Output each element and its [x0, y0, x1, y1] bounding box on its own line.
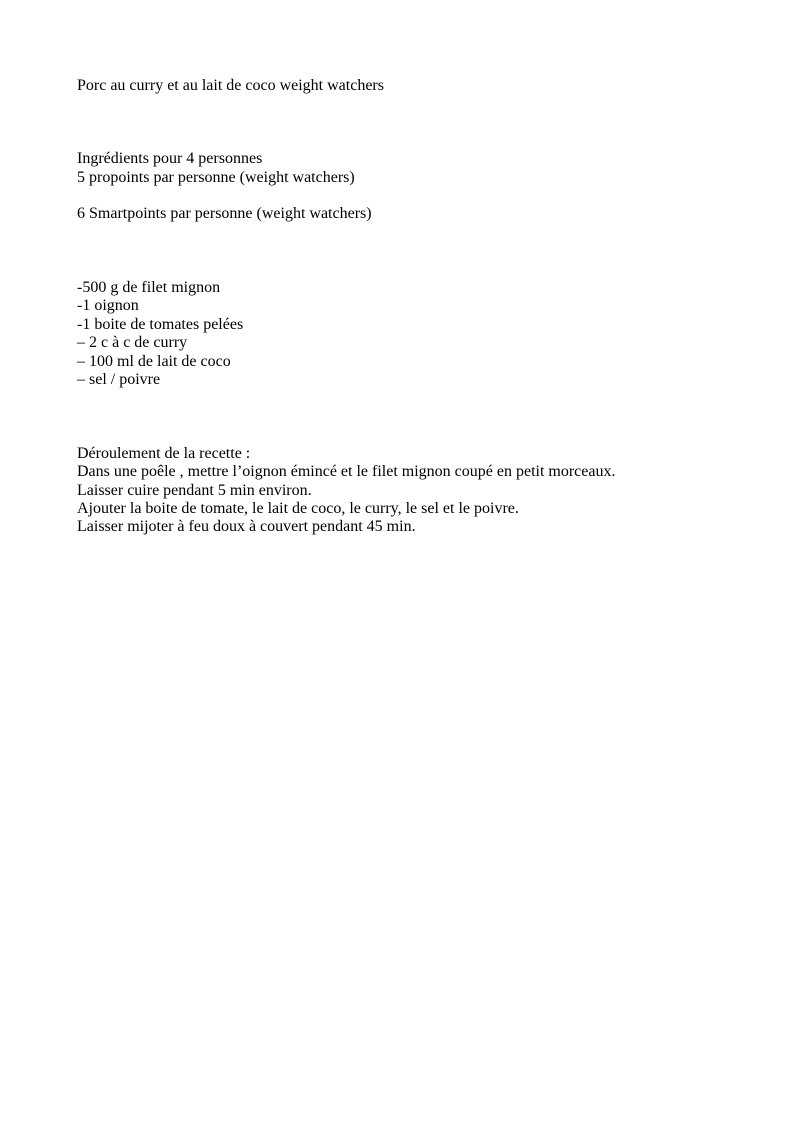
ingredient-item: -1 boite de tomates pelées	[77, 316, 244, 333]
smartpoints-line: 6 Smartpoints par personne (weight watchers)	[77, 205, 372, 222]
ingredient-item: -500 g de filet mignon	[77, 279, 221, 296]
ingredient-item: – 2 c à c de curry	[77, 334, 188, 351]
step-item: Dans une poêle , mettre l’oignon émincé et le filet mignon coupé en petit morceaux.	[77, 463, 616, 480]
step-item: Ajouter la boite de tomate, le lait de coco, le curry, le sel et le poivre.	[77, 500, 519, 517]
step-item: Laisser cuire pendant 5 min environ.	[77, 482, 312, 499]
ingredient-item: – 100 ml de lait de coco	[77, 353, 231, 370]
servings-line: Ingrédients pour 4 personnes	[77, 150, 263, 167]
ingredient-item: – sel / poivre	[77, 371, 161, 388]
ingredient-item: -1 oignon	[77, 297, 139, 314]
steps-heading: Déroulement de la recette :	[77, 445, 251, 462]
propoints-line: 5 propoints par personne (weight watchers)	[77, 169, 355, 186]
step-item: Laisser mijoter à feu doux à couvert pendant 45 min.	[77, 518, 416, 535]
recipe-title: Porc au curry et au lait de coco weight watchers	[77, 77, 384, 94]
